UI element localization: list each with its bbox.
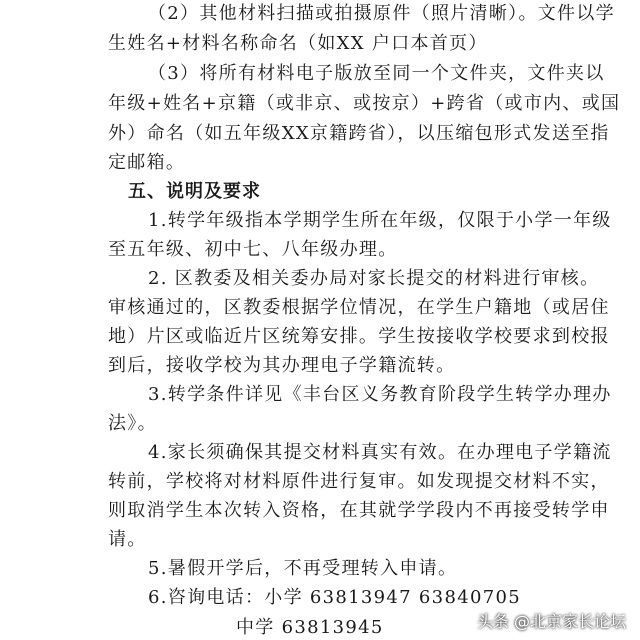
text-line: 定邮箱。: [108, 152, 186, 173]
text-line: 2. 区教委及相关委办局对家长提交的材料进行审核。: [148, 268, 600, 289]
text-line: 5.暑假开学后，不再受理转入申请。: [148, 558, 458, 579]
text-line: 至五年级、初中七、八年级办理。: [108, 239, 398, 260]
text-line: 法》。: [108, 413, 157, 434]
watermark: 头条 @北京家长论坛: [476, 612, 626, 631]
text-line: 4.家长须确保其提交材料真实有效。在办理电子学籍流: [148, 442, 612, 463]
text-line: 6.咨询电话：小学 63813947 63840705: [148, 587, 521, 608]
text-line: 年级+姓名+京籍（或非京、或按京）+跨省（或市内、或国: [108, 93, 621, 114]
text-line: 转前，学校将对材料原件进行复审。如发现提交材料不实，: [108, 471, 610, 492]
text-line: 审核通过的，区教委根据学位情况，在学生户籍地（或居住: [108, 297, 610, 318]
text-line: 1.转学年级指本学期学生所在年级，仅限于小学一年级: [148, 210, 612, 231]
text-line: 中学 63813945: [236, 617, 384, 638]
text-line: 生姓名+材料名称命名（如XX 户口本首页）: [108, 33, 488, 54]
text-line: 地）片区或临近片区统筹安排。学生按接收学校要求到校报: [108, 326, 610, 347]
text-line: 3.转学条件详见《丰台区义务教育阶段学生转学办理办: [148, 384, 612, 405]
section-heading: 五、说明及要求: [128, 181, 261, 202]
text-line: 外）命名（如五年级XX京籍跨省），以压缩包形式发送至指: [108, 123, 610, 144]
text-line: 则取消学生本次转入资格，在其就学学段内不再接受转学申: [108, 500, 610, 521]
text-line: 到后，接收学校为其办理电子学籍流转。: [108, 355, 456, 376]
text-line: （2）其他材料扫描或拍摄原件（照片清晰）。文件以学: [148, 3, 615, 24]
text-line: 请。: [108, 529, 147, 550]
text-line: （3）将所有材料电子版放至同一个文件夹，文件夹以: [148, 63, 605, 84]
